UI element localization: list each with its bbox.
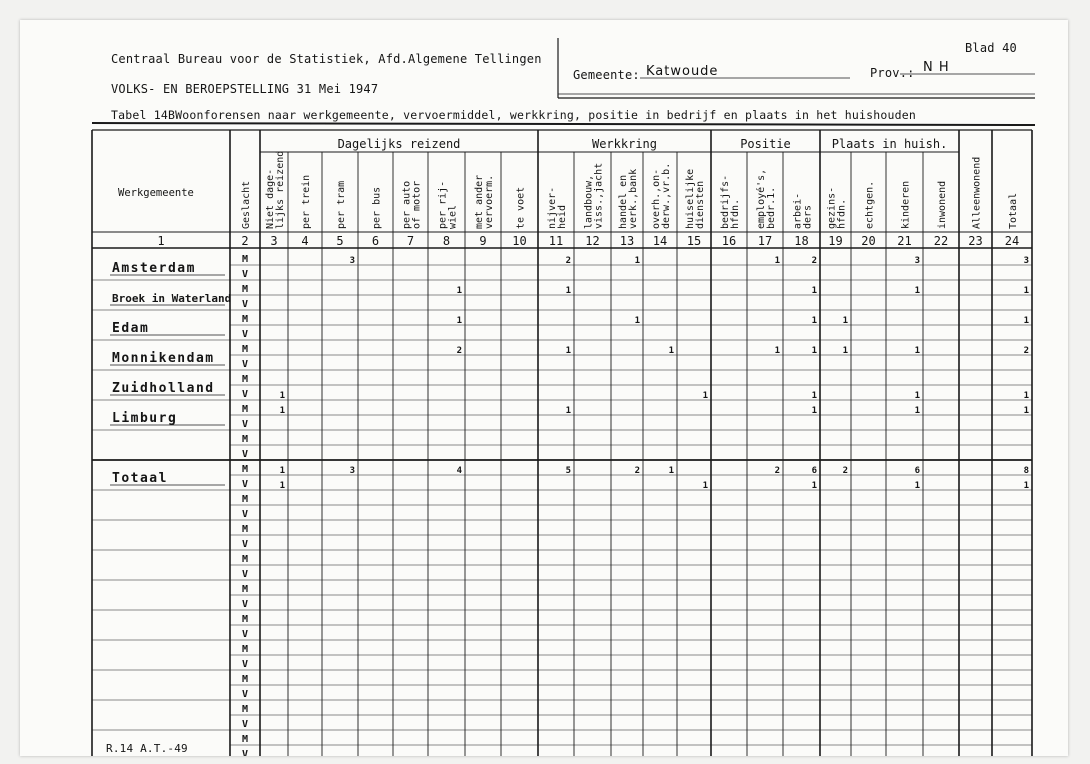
table-caption: Tabel 14BWoonforensen naar werkgemeente, vervoermiddel, werkkring, positie in bedrijf en plaats in het huishouden — [111, 108, 916, 122]
col-header-8-line-1: wiel — [447, 204, 459, 229]
sex-label: M — [241, 704, 249, 715]
sex-label: M — [241, 314, 249, 325]
col-header-17-line-0: employé's, — [756, 168, 767, 229]
gemeente-value: Katwoude — [646, 64, 719, 79]
cell-value: 1 — [1023, 481, 1029, 491]
gemeente-label: Gemeente: — [573, 68, 640, 82]
cell-value: 2 — [811, 256, 817, 266]
cell-value: 1 — [279, 466, 285, 476]
col-number-11: 11 — [548, 234, 564, 248]
col-header-3-line-1: lijks reizend — [275, 150, 286, 229]
cell-value: 1 — [702, 391, 708, 401]
bureau-line: Centraal Bureau voor de Statistiek, Afd.Algemene Tellingen — [111, 52, 542, 66]
sex-label: V — [241, 749, 249, 756]
cell-value: 1 — [668, 346, 674, 356]
col-header-15-line-1: diensten — [695, 180, 706, 229]
sex-label: M — [241, 524, 249, 535]
sex-label: M — [241, 614, 249, 625]
col-header-24-line-0: Totaal — [1008, 192, 1019, 229]
cell-value: 6 — [811, 466, 817, 476]
cell-value: 1 — [279, 391, 285, 401]
cell-value: 1 — [914, 346, 920, 356]
sex-label: M — [241, 734, 249, 745]
col-number-3: 3 — [270, 234, 278, 248]
sex-label: V — [241, 719, 249, 730]
sex-label: M — [241, 404, 249, 415]
sex-label: V — [241, 419, 249, 430]
col-number-12: 12 — [585, 234, 600, 248]
col-header-9-line-0: met ander — [474, 174, 485, 229]
col-number-17: 17 — [757, 234, 773, 248]
place-name: Totaal — [112, 471, 168, 486]
place-name: Zuidholland — [112, 381, 215, 396]
col-header-19-line-1: hfdn. — [836, 198, 848, 229]
col-header-2-line-0: Geslacht — [241, 180, 252, 229]
place-name: Limburg — [112, 411, 178, 426]
cell-value: 1 — [914, 481, 920, 491]
cell-value: 1 — [811, 346, 817, 356]
col-number-16: 16 — [721, 234, 737, 248]
col-number-10: 10 — [512, 234, 527, 248]
cell-value: 1 — [456, 286, 462, 296]
prov-label: Prov.: — [870, 66, 915, 80]
col-header-21-line-0: kinderen — [900, 180, 912, 229]
sex-label: V — [241, 569, 249, 580]
sex-label: M — [241, 254, 249, 265]
sex-label: M — [241, 554, 249, 565]
cell-value: 1 — [811, 286, 817, 296]
col-header-18-line-0: arbei- — [792, 192, 804, 229]
sex-label: M — [241, 674, 249, 685]
col-number-20: 20 — [861, 234, 876, 248]
blad-number: Blad 40 — [965, 41, 1017, 55]
group-header-0: Dagelijks reizend — [337, 137, 461, 151]
col-number-13: 13 — [619, 234, 635, 248]
col-header-4-line-0: per trein — [301, 174, 312, 229]
cell-value: 2 — [456, 346, 462, 356]
col-header-8-line-0: per rij- — [437, 180, 449, 229]
cell-value: 5 — [565, 466, 571, 476]
cell-value: 1 — [634, 256, 640, 266]
prov-value: N H — [923, 60, 950, 75]
col-header-19-line-0: gezins- — [826, 186, 838, 229]
cell-value: 3 — [349, 466, 355, 476]
col-header-23-line-0: Alleenwonend — [971, 156, 983, 229]
sex-label: M — [241, 284, 249, 295]
col-number-24: 24 — [1004, 234, 1020, 248]
sex-label: M — [241, 584, 249, 595]
cell-value: 1 — [811, 316, 817, 326]
col-header-3-line-0: Niet dage- — [265, 168, 276, 229]
col-header-10-line-0: te voet — [515, 186, 527, 229]
sex-label: V — [241, 269, 249, 280]
cell-value: 3 — [1023, 256, 1029, 266]
sex-label: V — [241, 359, 249, 370]
cell-value: 1 — [842, 316, 848, 326]
sex-label: V — [241, 689, 249, 700]
col-header-12-line-0: landbouw, — [583, 174, 595, 229]
cell-value: 1 — [456, 316, 462, 326]
cell-value: 1 — [774, 346, 780, 356]
sex-label: M — [241, 644, 249, 655]
form-code: R.14 A.T.-49 — [106, 742, 188, 755]
col-number-8: 8 — [442, 234, 451, 248]
cell-value: 1 — [565, 346, 571, 356]
cell-value: 1 — [1023, 286, 1029, 296]
sex-label: M — [241, 494, 249, 505]
cell-value: 2 — [842, 466, 848, 476]
col-header-17-line-1: bedr.1. — [766, 186, 777, 229]
col-number-6: 6 — [371, 234, 380, 248]
cell-value: 4 — [456, 466, 462, 476]
col-header-11-line-1: heid — [557, 204, 568, 229]
col-header-7-line-1: of motor — [411, 180, 423, 229]
cell-value: 2 — [774, 466, 780, 476]
cell-value: 1 — [668, 466, 674, 476]
sex-label: M — [241, 434, 249, 445]
sex-label: V — [241, 659, 249, 670]
place-name: Edam — [112, 321, 150, 336]
col-number-22: 22 — [933, 234, 949, 248]
cell-value: 1 — [842, 346, 848, 356]
sex-label: V — [241, 389, 249, 400]
cell-value: 1 — [279, 481, 285, 491]
cell-value: 8 — [1023, 466, 1029, 476]
col-header-14-line-1: derw.,vr.b. — [661, 162, 672, 229]
sex-label: V — [241, 599, 249, 610]
cell-value: 1 — [914, 391, 920, 401]
col-number-5: 5 — [336, 234, 344, 248]
col-header-9-line-1: vervoerm. — [484, 174, 495, 229]
col-number-2: 2 — [241, 234, 249, 248]
col-number-14: 14 — [652, 234, 668, 248]
cell-value: 3 — [914, 256, 920, 266]
sex-label: V — [241, 509, 249, 520]
col-number-1: 1 — [157, 234, 165, 248]
table-top-rule — [92, 123, 1035, 125]
cell-value: 1 — [811, 406, 817, 416]
sex-label: V — [241, 479, 249, 490]
col-header-20-line-0: echtgen. — [864, 180, 876, 229]
col-header-5-line-0: per tram — [336, 180, 347, 229]
sex-label: M — [241, 464, 249, 475]
census-title: VOLKS- EN BEROEPSTELLING 31 Mei 1947 — [111, 82, 379, 96]
group-header-2: Positie — [740, 137, 791, 151]
col-number-19: 19 — [828, 234, 843, 248]
cell-value: 1 — [811, 481, 817, 491]
col-header-6-line-0: per bus — [371, 186, 383, 229]
col-header-15-line-0: huiselijke — [685, 168, 696, 229]
sex-label: V — [241, 299, 249, 310]
col-header-13-line-0: handel en — [618, 174, 629, 229]
col-header-16-line-1: hfdn. — [730, 198, 741, 229]
cell-value: 1 — [811, 391, 817, 401]
col-header-18-line-1: ders — [802, 204, 814, 229]
col-header-12-line-1: viss.,jacht — [593, 162, 605, 229]
cell-value: 1 — [914, 406, 920, 416]
cell-value: 2 — [634, 466, 640, 476]
sex-label: M — [241, 344, 249, 355]
cell-value: 6 — [914, 466, 920, 476]
col-header-22-line-0: inwonend — [937, 180, 948, 229]
col-number-7: 7 — [406, 234, 415, 248]
cell-value: 1 — [1023, 316, 1029, 326]
census-table — [20, 20, 1068, 756]
sex-label: V — [241, 329, 249, 340]
col-header-13-line-1: verk.,bank — [628, 168, 639, 229]
col-header-werkgemeente: Werkgemeente — [118, 187, 194, 199]
col-header-14-line-0: overh.,on- — [651, 168, 662, 229]
place-name: Broek in Waterland — [112, 292, 232, 305]
sex-label: M — [241, 374, 249, 385]
cell-value: 1 — [565, 286, 571, 296]
cell-value: 1 — [279, 406, 285, 416]
cell-value: 3 — [349, 256, 355, 266]
cell-value: 1 — [774, 256, 780, 266]
col-number-15: 15 — [686, 234, 702, 248]
cell-value: 1 — [702, 481, 708, 491]
col-number-21: 21 — [897, 234, 912, 248]
cell-value: 2 — [565, 256, 571, 266]
group-header-1: Werkkring — [591, 137, 658, 151]
place-name: Monnikendam — [112, 351, 215, 366]
sex-label: V — [241, 449, 249, 460]
place-name: Amsterdam — [112, 261, 196, 276]
cell-value: 1 — [914, 286, 920, 296]
cell-value: 1 — [634, 316, 640, 326]
col-header-7-line-0: per auto — [401, 180, 413, 229]
cell-value: 1 — [1023, 406, 1029, 416]
cell-value: 1 — [565, 406, 571, 416]
col-number-23: 23 — [968, 234, 983, 248]
group-header-3: Plaats in huish. — [831, 137, 948, 151]
col-header-11-line-0: nijver- — [547, 186, 558, 229]
cell-value: 1 — [1023, 391, 1029, 401]
col-header-16-line-0: bedrijfs- — [720, 174, 731, 229]
col-number-9: 9 — [479, 234, 487, 248]
cell-value: 2 — [1023, 346, 1029, 356]
census-form-sheet — [20, 20, 1068, 756]
col-number-4: 4 — [301, 234, 309, 248]
col-number-18: 18 — [794, 234, 809, 248]
sex-label: V — [241, 539, 249, 550]
sex-label: V — [241, 629, 249, 640]
